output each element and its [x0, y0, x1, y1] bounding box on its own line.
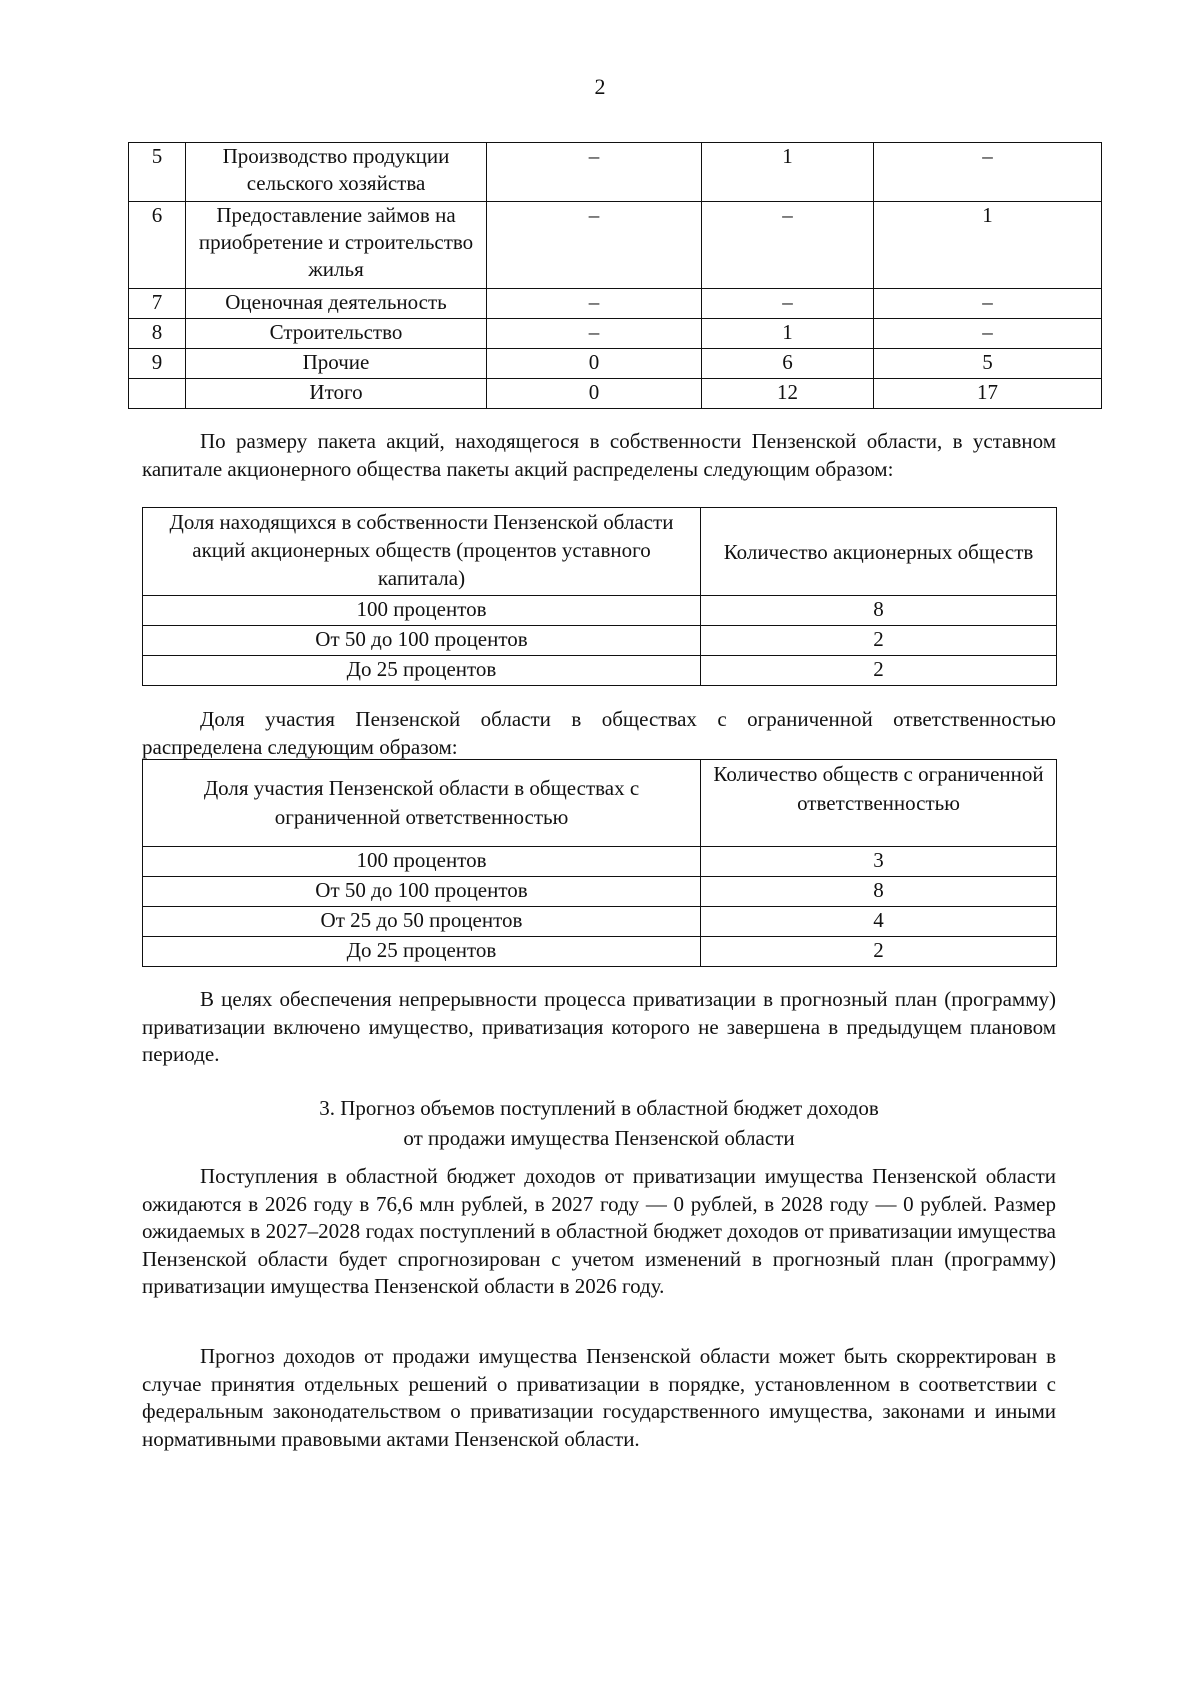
paragraph: По размеру пакета акций, находящегося в собственности Пензенской области, в уставном капитале акционерного общества пакеты акций распределены следующим образом:: [142, 429, 1056, 481]
table-row: [143, 847, 1057, 877]
share-cell: От 50 до 100 процентов: [143, 626, 701, 656]
table-cell: 1: [874, 202, 1102, 289]
table-cell: 6: [702, 349, 874, 379]
column-header: Доля находящихся в собственности Пензенской области акций акционерных обществ (процентов уставного капитала): [143, 508, 701, 596]
table-cell: –: [702, 202, 874, 289]
table-cell: –: [487, 289, 702, 319]
activity-name: Строительство: [186, 319, 487, 349]
count-cell: 8: [701, 877, 1057, 907]
section-title-line: от продажи имущества Пензенской области: [403, 1126, 795, 1150]
column-header: Количество акционерных обществ: [701, 508, 1057, 596]
count-cell: 4: [701, 907, 1057, 937]
paragraph: В целях обеспечения непрерывности процесса приватизации в прогнозный план (программу) приватизации включено имущество, приватизация которого не завершена в предыдущем плановом периоде.: [142, 987, 1056, 1066]
activity-table: [128, 142, 1102, 409]
share-cell: От 25 до 50 процентов: [143, 907, 701, 937]
row-number: 7: [129, 289, 186, 319]
activity-name: Производство продукции сельского хозяйства: [186, 143, 487, 202]
row-number: [129, 379, 186, 409]
table-cell: 1: [702, 143, 874, 202]
table-row: [129, 349, 1102, 379]
table-cell: –: [487, 202, 702, 289]
table-cell: –: [874, 289, 1102, 319]
table-cell: 17: [874, 379, 1102, 409]
table-cell: –: [874, 143, 1102, 202]
count-cell: 2: [701, 626, 1057, 656]
count-cell: 2: [701, 937, 1057, 967]
table-cell: 5: [874, 349, 1102, 379]
table-row: [129, 202, 1102, 289]
section-title-line: 3. Прогноз объемов поступлений в областной бюджет доходов: [319, 1096, 879, 1120]
table-row: [129, 319, 1102, 349]
paragraph: Поступления в областной бюджет доходов от приватизации имущества Пензенской области ожидаются в 2026 году в 76,6 млн рублей, в 2027 году — 0 рублей, в 2028 году — 0 рублей. Размер ожидаемых в 2027–2028 годах поступлений в областной бюджет доходов от приватизации имущества Пензенской области будет спрогнозирован с учетом изменений в прогнозный план (программу) приватизации имущества Пензенской области в 2026 году.: [142, 1164, 1056, 1298]
column-header: Доля участия Пензенской области в обществах с ограниченной ответственностью: [143, 760, 701, 847]
activity-name: Предоставление займов на приобретение и строительство жилья: [186, 202, 487, 289]
table-row: [143, 937, 1057, 967]
table-header-row: [143, 508, 1057, 596]
table-row: [143, 656, 1057, 686]
table-cell: –: [874, 319, 1102, 349]
count-cell: 2: [701, 656, 1057, 686]
joint-stock-share-table: [142, 507, 1057, 686]
paragraph: Доля участия Пензенской области в обществах с ограниченной ответственностью распределена следующим образом:: [142, 707, 1056, 759]
activity-name: Оценочная деятельность: [186, 289, 487, 319]
table-cell: –: [487, 143, 702, 202]
share-cell: От 50 до 100 процентов: [143, 877, 701, 907]
share-cell: 100 процентов: [143, 596, 701, 626]
activity-name: Прочие: [186, 349, 487, 379]
paragraph: Прогноз доходов от продажи имущества Пензенской области может быть скорректирован в случае принятия отдельных решений о приватизации в порядке, установленном в соответствии с федеральным законодательством о приватизации государственного имущества, законами и иными нормативными правовыми актами Пензенской области.: [142, 1344, 1056, 1451]
total-row: [129, 379, 1102, 409]
section-heading: [142, 1093, 1056, 1153]
row-number: 8: [129, 319, 186, 349]
table-row: [129, 289, 1102, 319]
table-row: [143, 626, 1057, 656]
table-cell: 0: [487, 379, 702, 409]
table-cell: –: [487, 319, 702, 349]
row-number: 6: [129, 202, 186, 289]
activity-name: Итого: [186, 379, 487, 409]
column-header: Количество обществ с ограниченной ответственностью: [701, 760, 1057, 847]
table-header-row: [143, 760, 1057, 847]
table-row: [143, 907, 1057, 937]
llc-share-table: [142, 759, 1057, 967]
page-number: 2: [594, 74, 606, 99]
share-cell: До 25 процентов: [143, 656, 701, 686]
table-cell: 0: [487, 349, 702, 379]
table-cell: 12: [702, 379, 874, 409]
share-cell: До 25 процентов: [143, 937, 701, 967]
count-cell: 8: [701, 596, 1057, 626]
table-cell: –: [702, 289, 874, 319]
table-row: [129, 143, 1102, 202]
count-cell: 3: [701, 847, 1057, 877]
table-cell: 1: [702, 319, 874, 349]
table-row: [143, 877, 1057, 907]
share-cell: 100 процентов: [143, 847, 701, 877]
row-number: 5: [129, 143, 186, 202]
table-row: [143, 596, 1057, 626]
row-number: 9: [129, 349, 186, 379]
